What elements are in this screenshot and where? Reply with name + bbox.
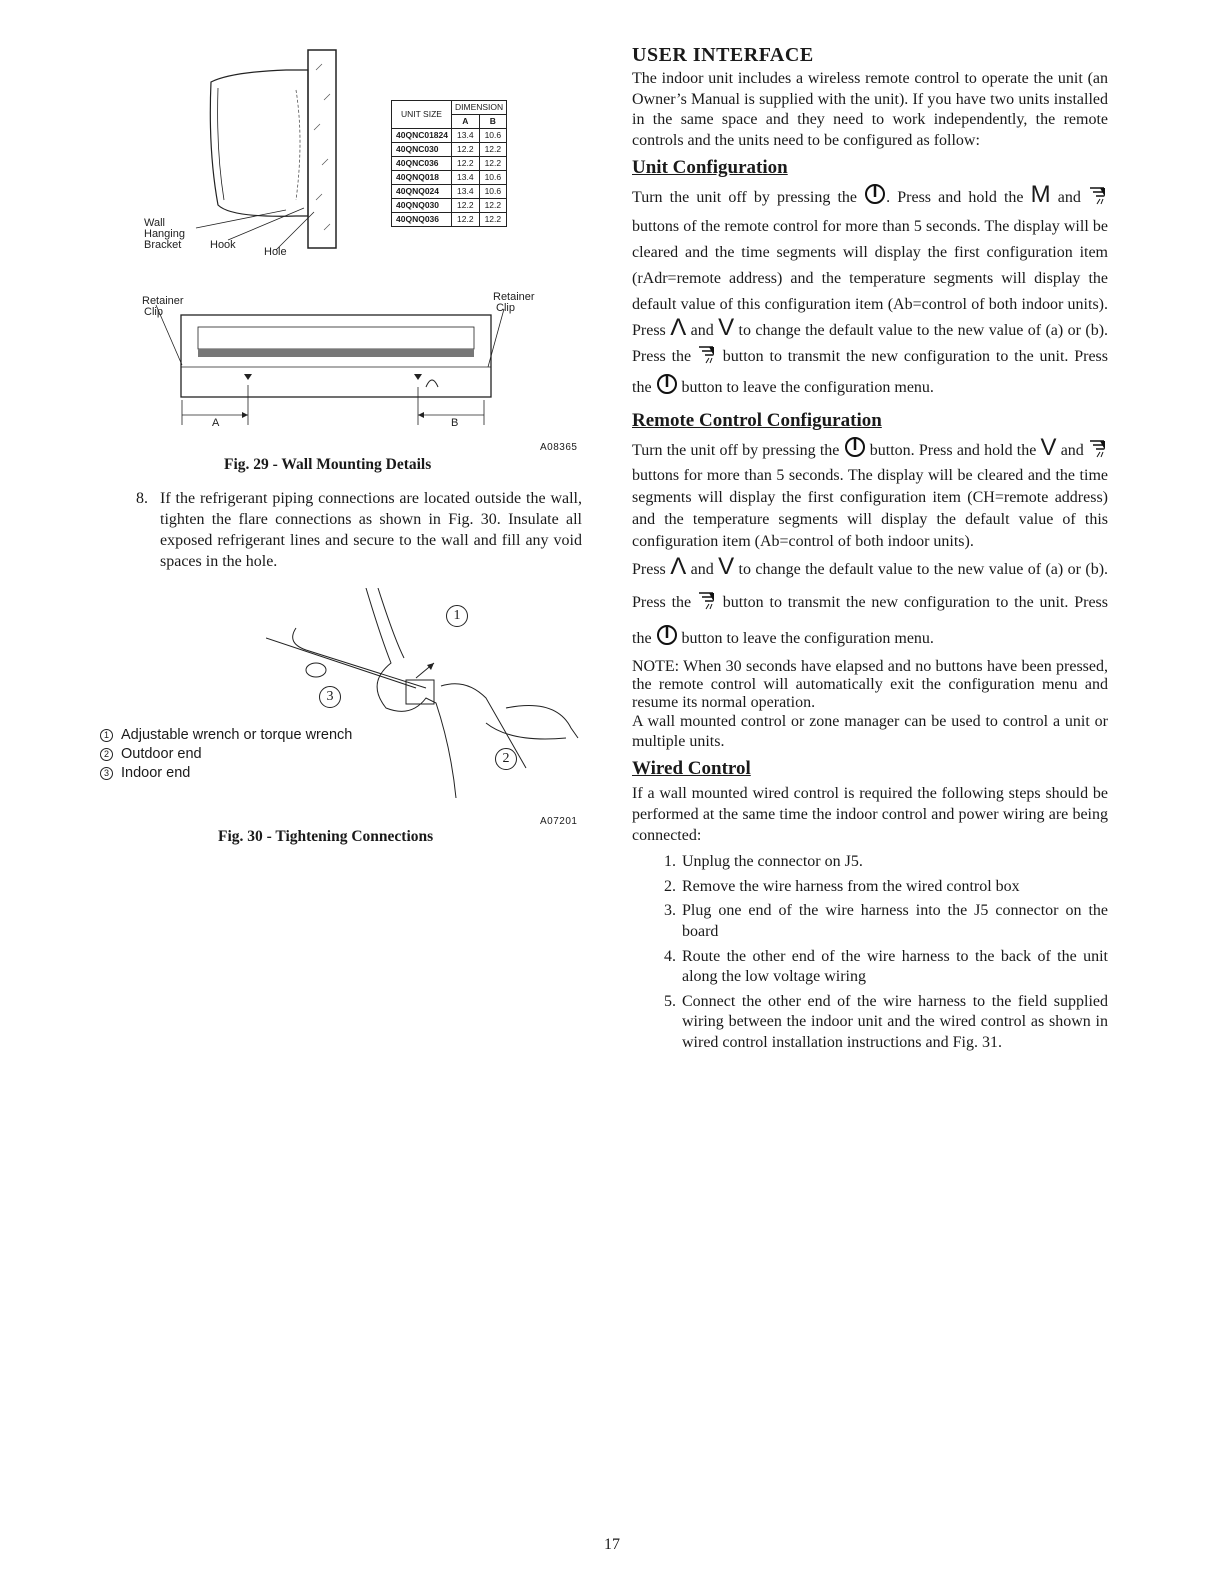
wall-control-paragraph: A wall mounted control or zone manager can be used to control a unit or multiple units.: [632, 713, 1108, 751]
label-b: B: [451, 417, 459, 429]
col-a-header: A: [451, 115, 479, 129]
legend-item: 2 Outdoor end: [100, 745, 352, 764]
label-hanging: Hanging: [144, 228, 185, 240]
callout-2: 2: [495, 748, 517, 770]
mode-button-icon: M: [1030, 181, 1051, 209]
power-button-icon: [656, 373, 678, 404]
unit-config-paragraph: Turn the unit off by pressing the . Press and hold the M and buttons of the remote control for more than 5 seconds. The display will be cleared and the time segments will display the first configuration item (rAdr=remote address) and the temperature segments will display the default value of this configuration item (Ab=control of both indoor units). Press Λ and V to change the default value to the new value of (a) or (b). Press the button to transmit the new configuration to the unit. Press the button to leave the configuration menu.: [632, 183, 1108, 404]
table-row: 40QNQ036 12.2 12.2: [392, 213, 507, 227]
power-button-icon: [844, 436, 866, 465]
list-item: 3. Plug one end of the wire harness into the J5 connector on the board: [680, 901, 1108, 942]
down-button-icon: V: [1040, 434, 1057, 462]
table-row: 40QNC036 12.2 12.2: [392, 157, 507, 171]
callout-1: 1: [446, 605, 468, 627]
wired-steps-list: [632, 852, 1108, 1053]
left-column: [103, 40, 586, 860]
label-wall: Wall: [144, 217, 165, 229]
fig30-legend: [100, 726, 352, 783]
remote-config-paragraph-2: Press Λ and V to change the default value to the new value of (a) or (b). Press the button to transmit the new configuration to the unit. Press the button to leave the configuration menu.: [632, 553, 1108, 658]
remote-config-heading: Remote Control Configuration: [632, 410, 882, 432]
col-b-header: B: [479, 115, 507, 129]
label-retainer-right: Retainer: [493, 291, 535, 303]
unit-config-heading: Unit Configuration: [632, 157, 788, 179]
legend-item: 3 Indoor end: [100, 764, 352, 783]
down-button-icon: V: [718, 314, 735, 342]
label-retainer-left: Retainer: [142, 295, 184, 307]
label-hole: Hole: [264, 246, 287, 258]
intro-paragraph: The indoor unit includes a wireless remote control to operate the unit (an Owner’s Manual is supplied with the unit). If you have two units installed in the same space and they need to work independently, the remote controls and the units need to be configured as follow:: [632, 70, 1108, 149]
fig29-caption: Fig. 29 - Wall Mounting Details: [224, 456, 432, 473]
callout-3: 3: [319, 686, 341, 708]
fig30-caption: Fig. 30 - Tightening Connections: [218, 828, 434, 845]
table-row: 40QNQ024 13.4 10.6: [392, 185, 507, 199]
step-number: 8.: [136, 490, 148, 507]
fan-swing-button-icon: [697, 589, 717, 622]
wired-intro-paragraph: If a wall mounted wired control is required the following steps should be performed at the same time the indoor control and power wiring are being connected:: [632, 785, 1108, 844]
label-hook: Hook: [210, 239, 236, 251]
power-button-icon: [864, 183, 886, 214]
table-row: 40QNQ018 13.4 10.6: [392, 171, 507, 185]
wired-control-heading: Wired Control: [632, 758, 751, 780]
up-button-icon: Λ: [670, 314, 687, 342]
note-paragraph: NOTE: When 30 seconds have elapsed and no buttons have been pressed, the remote control will automatically exit the configuration menu and resume its normal operation.: [632, 658, 1108, 712]
legend-item: 1 Adjustable wrench or torque wrench: [100, 726, 352, 745]
label-clip-left: Clip: [144, 306, 163, 318]
down-button-icon: V: [718, 553, 735, 581]
label-bracket: Bracket: [144, 239, 182, 251]
dimension-table: [391, 100, 507, 227]
figure-id-30: A07201: [540, 816, 578, 827]
section-title: USER INTERFACE: [632, 44, 814, 66]
page-number: 17: [604, 1536, 620, 1553]
step-8-text: If the refrigerant piping connections are located outside the wall, tighten the flare connections as shown in Fig. 30. Insulate all exposed refrigerant lines and secure to the wall and fill any void spaces in the hole.: [160, 490, 582, 570]
tightening-connections-drawing: [266, 588, 586, 818]
list-item: 1. Unplug the connector on J5.: [680, 852, 1108, 873]
right-column: [632, 44, 1108, 1058]
up-button-icon: Λ: [670, 553, 687, 581]
list-item: 2. Remove the wire harness from the wired control box: [680, 877, 1108, 898]
list-item: 5. Connect the other end of the wire harness to the field supplied wiring between the indoor unit and the wired control as shown in wired control installation instructions and Fig. 31.: [680, 992, 1108, 1054]
note-label: NOTE:: [632, 658, 680, 676]
table-row: 40QNC030 12.2 12.2: [392, 143, 507, 157]
figure-id-29: A08365: [540, 442, 578, 453]
wall-mounting-front-view: [136, 295, 576, 435]
fan-swing-button-icon: [1088, 185, 1108, 214]
remote-config-paragraph: Turn the unit off by pressing the button. Press and hold the V and buttons for more than 5 seconds. The display will be cleared and the time segments will display the first configuration item (CH=remote address) and the temperature segments will display the default value of this configuration item (Ab=control of both indoor units).: [632, 434, 1108, 551]
unit-size-header: UNIT SIZE: [392, 101, 452, 129]
table-row: 40QNQ030 12.2 12.2: [392, 199, 507, 213]
label-a: A: [212, 417, 220, 429]
table-row: 40QNC01824 13.4 10.6: [392, 129, 507, 143]
power-button-icon: [656, 624, 678, 658]
dimension-header: DIMENSION: [451, 101, 506, 115]
label-clip-right: Clip: [496, 302, 515, 314]
list-item: 4. Route the other end of the wire harness to the back of the unit along the low voltage wiring: [680, 947, 1108, 988]
fan-swing-button-icon: [697, 344, 717, 373]
fan-swing-button-icon: [1088, 438, 1108, 465]
